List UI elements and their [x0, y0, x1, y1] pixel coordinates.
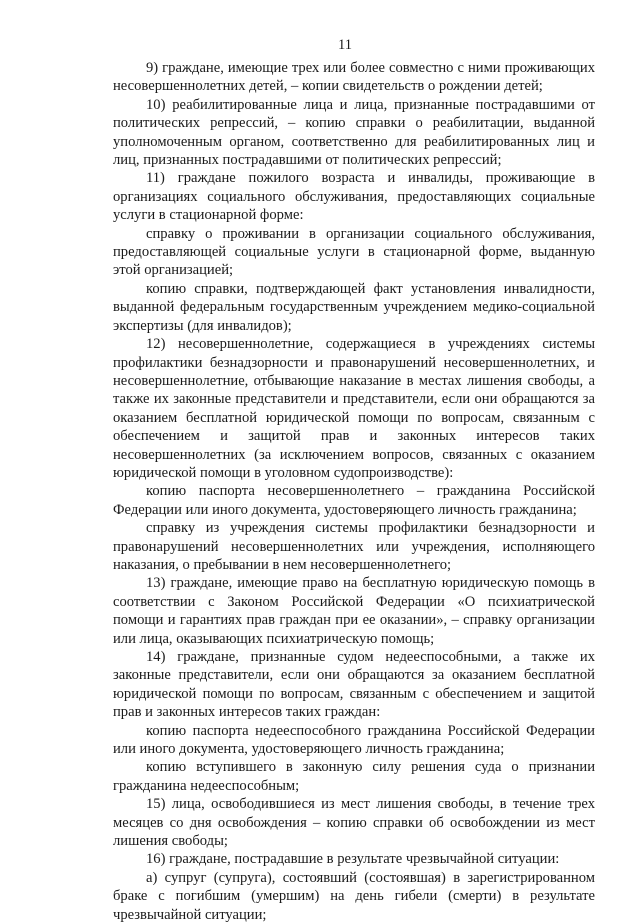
- paragraph-item-13: 13) граждане, имеющие право на бесплатную юридическую помощь в соответствии с Законом Российской Федерации «О психиатрической помощи и гарантиях прав граждан при ее оказании», – справку организации или лица, оказывающих психиатрическую помощь;: [113, 575, 595, 647]
- paragraph-item-12: 12) несовершеннолетние, содержащиеся в учреждениях системы профилактики безнадзорности и правонарушений несовершеннолетних, и несовершеннолетние, отбывающие наказание в местах лишения свободы, а также их законные представители и представители, если они обращаются за оказанием бесплатной юридической помощи по вопросам, связанным с обеспечением и защитой прав и законных интересов таких несовершеннолетних (за исключением вопросов, связанных с оказанием юридической помощи в уголовном судопроизводстве):: [113, 336, 595, 481]
- paragraph-item-11-residence-certificate: справку о проживании в организации социального обслуживания, предоставляющей социальные услуги в стационарной форме, выданную этой организацией;: [113, 225, 595, 279]
- paragraph-item-11-disability-certificate: копию справки, подтверждающей факт установления инвалидности, выданной федеральным государственным учреждением медико-социальной экспертизы (для инвалидов);: [113, 280, 595, 334]
- paragraph-item-12-passport-copy: копию паспорта несовершеннолетнего – гражданина Российской Федерации или иного документа, удостоверяющего личность гражданина;: [113, 483, 595, 518]
- paragraph-item-14: 14) граждане, признанные судом недееспособными, а также их законные представители, если они обращаются за оказанием бесплатной юридической помощи по вопросам, связанным с обеспечением и защитой прав и законных интересов таких граждан:: [113, 649, 595, 721]
- page-number: 11: [338, 37, 352, 53]
- paragraph-item-14-passport-copy: копию паспорта недееспособного гражданина Российской Федерации или иного документа, удостоверяющего личность гражданина;: [113, 722, 595, 758]
- paragraph-item-16: 16) граждане, пострадавшие в результате чрезвычайной ситуации:: [146, 851, 560, 868]
- paragraph-item-14-court-decision: копию вступившего в законную силу решения суда о признании гражданина недееспособным;: [113, 759, 595, 794]
- paragraph-item-10: 10) реабилитированные лица и лица, признанные пострадавшими от политических репрессий, – копию справки о реабилитации, выданной уполномоченным органом, соответственно для реабилитированных лиц и лиц, признанных пострадавшими от политических репрессий;: [113, 96, 595, 169]
- paragraph-item-12-institution-certificate: справку из учреждения системы профилактики безнадзорности и правонарушений несовершеннолетних или учреждения, исполняющего наказания, о пребывании в нем несовершеннолетнего;: [113, 520, 595, 573]
- document-body: [113, 59, 595, 924]
- paragraph-item-16-a: а) супруг (супруга), состоявший (состоявшая) в зарегистрированном браке с погибшим (умершим) на день гибели (смерти) в результате чрезвычайной ситуации;: [113, 869, 595, 923]
- paragraph-item-9: 9) граждане, имеющие трех или более совместно с ними проживающих несовершеннолетних детей, – копии свидетельств о рождении детей;: [113, 60, 595, 95]
- paragraph-item-15: 15) лица, освободившиеся из мест лишения свободы, в течение трех месяцев со дня освобождения – копию справки об освобождении из мест лишения свободы;: [113, 796, 595, 850]
- paragraph-item-11: 11) граждане пожилого возраста и инвалиды, проживающие в организациях социального обслуживания, предоставляющих социальные услуги в стационарной форме:: [113, 170, 595, 224]
